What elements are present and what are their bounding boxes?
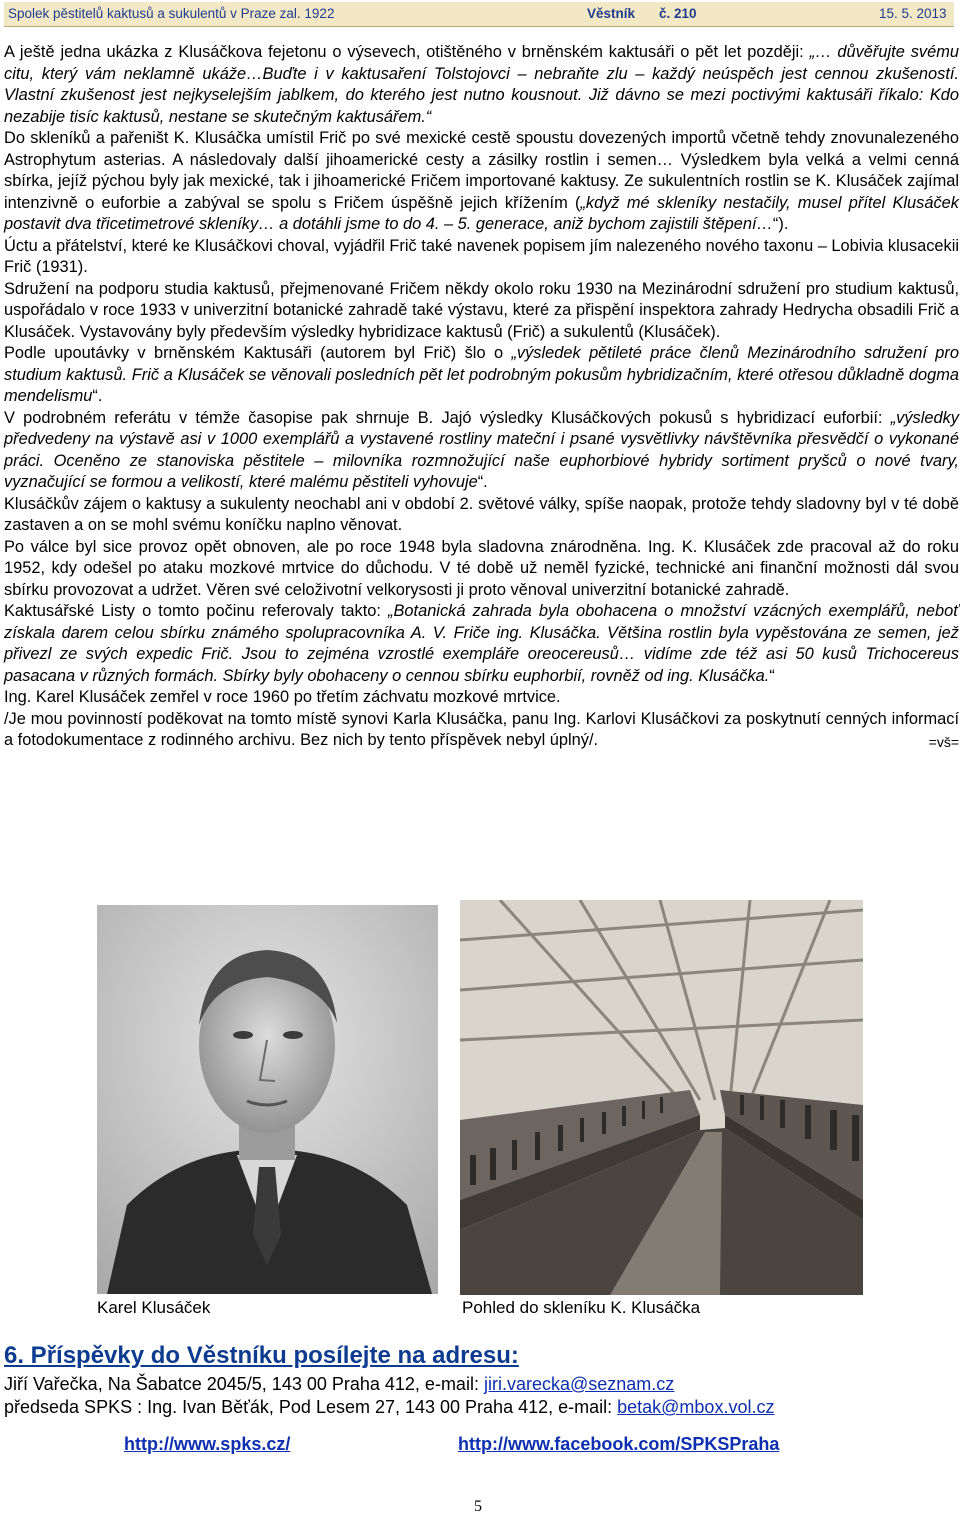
greenhouse-photo [460,900,863,1295]
section-title-contributions: 6. Příspěvky do Věstníku posílejte na adresu: [4,1342,519,1369]
paragraph-podekovani: /Je mou povinností poděkovat na tomto místě synovi Karla Klusáčka, panu Ing. Karlovi Klusáčkovi za poskytnutí cenných informací a fotodokumentace z rodinného archivu. Bez nich by tento příspěvek nebyl úplný/. =vš= [4,709,959,752]
paragraph-listy: Kaktusářské Listy o tomto počinu referovaly takto: „Botanická zahrada byla obohacena o množství vzácných exemplářů, neboť získala darem celou sbírku známého spolupracovníka A. V. Friče ing. Klusáčka. Většina rostlin byla vypěstována ze semen, jež přivezl ze svých expedic Frič. Jsou to zejména vzrostlé exempláře oreocereusů… vidíme zde též asi 50 kusů Trichocereus pasacana v různých formách. Sbírky byly obohaceny o cennou sbírku euphorbií, rovněž od ing. Klusáčka.“ [4,602,959,685]
header-society-name: Spolek pěstitelů kaktusů a sukulentů v Praze zal. 1922 [8,6,335,21]
article-body [4,42,959,754]
email-editor-link[interactable]: jiri.varecka@seznam.cz [483,1374,675,1394]
paragraph-lobivia: Úctu a přátelství, které ke Klusáčkovi choval, vyjádřil Frič také navenek popisem jím nalezeného nového taxonu – Lobivia klusacekii Frič (1931). [4,236,959,276]
page-number: 5 [474,1498,482,1515]
greenhouse-image [460,900,863,1295]
author-signature: =vš= [928,734,959,750]
paragraph-sdruzeni: Sdružení na podporu studia kaktusů, přejmenované Fričem někdy okolo roku 1930 na Mezinárodní sdružení pro studium kaktusů, uspořádalo v roce 1933 v univerzitní botanické zahradě také výstavu, které za přispění inspektora zahrady Hedrycha obsadili Frič a Klusáček. Vystavovány byly především výsledky hybridizace kaktusů (Frič) a sukulentů (Klusáček). [4,279,959,341]
facebook-links [458,1434,779,1455]
email-chairman-link[interactable]: betak@mbox.vol.cz [617,1397,775,1417]
page-header [4,2,954,27]
paragraph-fejeton: A ještě jedna ukázka z Klusáčkova fejetonu o výsevech, otištěného v brněnském kaktusáři o pět let později: „… důvěřujte svému citu, který vám neklamně ukáže…Buďte i v kaktusaření Tolstojovci – nebraňte zlu – každý neúspěch jest cennou zkušeností. Vlastní zkušenost jest nejkyselejším jablkem, do kterého jest nutno kousnout. Již dávno se mezi poctivými kaktusáři říkalo: Kdo nezabije tisíc kaktusů, nestane se skutečným kaktusářem.“ [4,43,959,126]
header-issue-number: č. 210 [659,6,697,21]
website-link[interactable]: http://www.spks.cz/ [124,1434,291,1454]
paragraph-po-valce: Po válce byl sice provoz opět obnoven, ale po roce 1948 byla sladovna znárodněna. Ing. K. Klusáček zde pracoval až do roku 1952, kdy odešel po ataku mozkové mrtvice do důchodu. V té době už neměl fyzické, technické ani finanční možnosti dál svou sbírku provozovat a udržet. Věren své celoživotní velkorysosti ji proto věnoval univerzitní botanické zahradě. [4,537,959,599]
address-chairman: předseda SPKS : Ing. Ivan Běťák, Pod Lesem 27, 143 00 Praha 412, e-mail: betak@mbox.vol.cz [4,1397,775,1417]
portrait-image [97,905,438,1294]
portrait-photo [97,905,438,1294]
portrait-caption: Karel Klusáček [97,1298,211,1317]
paragraph-referat: V podrobném referátu v témže časopise pak shrnuje B. Jajó výsledky Klusáčkových pokusů s hybridizací euforbií: „výsledky předvedeny na výstavě asi v 1000 exemplářů a vystavené rostliny mateční i psané vysvětlivky návštěvníka přesvědčí o vykonané práci. Oceněno ze stanoviska pěstitele – milovníka rozmnožující naše euphorbiové hybridy sortiment pryšců o nové tvary, vyznačující se formou a velikostí, které malému pěstiteli vyhovuje“. [4,408,959,491]
paragraph-valka: Klusáčkův zájem o kaktusy a sukulenty neochabl ani v období 2. světové války, spíše naopak, protože tehdy sladovny byl v té době zastaven a on se mohl svému koníčku naplno věnovat. [4,494,959,534]
greenhouse-caption: Pohled do skleníku K. Klusáčka [462,1298,701,1317]
facebook-link[interactable]: http://www.facebook.com/SPKSPraha [458,1434,780,1454]
paragraph-skleniky: Do skleníků a pařeništ K. Klusáčka umístil Frič po své mexické cestě spoustu dovezených importů včetně tehdy znovunalezeného Astrophytum asterias. A následovaly další jihoamerické cesty a zásilky rostlin i semen… Výsledkem byla velká a velmi cenná sbírka, jejíž pýchou byly jak mexické, tak i jihoamerické Fričem importované kaktusy. Ze sukulentních rostlin se K. Klusáček zajímal intenzivně o euforbie a zabýval se spolu s Fričem úspěšně jejich křížením („když mé skleníky nestačily, musel přítel Klusáček postavit dva třicetimetrové skleníky… a dotáhli jsme to do 4. – 5. generace, aniž bychom zajistili štěpení…“). [4,129,959,233]
header-date: 15. 5. 2013 [879,6,947,21]
paragraph-upoutavka: Podle upoutávky v brněnském Kaktusáři (autorem byl Frič) šlo o „výsledek pětileté práce členů Mezinárodního sdružení pro studium kaktusů. Frič a Klusáček se věnovali posledních pět let podrobným pokusům hybridizačním, které otřesou důkladně dogma mendelismu“. [4,344,959,405]
header-journal-name: Věstník [587,6,636,21]
paragraph-umrti: Ing. Karel Klusáček zemřel v roce 1960 po třetím záchvatu mozkové mrtvice. [4,688,561,706]
fejeton-quote: „… důvěřujte svému citu, který vám neklamně ukáže…Buďte i v kaktusaření Tolstojovci – nebraňte zlu – každý neúspěch jest cennou zkušeností. Vlastní zkušenost jest nejkyselejším jablkem, do kterého jest nutno kousnout. Již dávno se mezi poctivými kaktusáři říkalo: Kdo nezabije tisíc kaktusů, nestane se skutečným kaktusářem.“ [4,43,959,126]
address-editor: Jiří Vařečka, Na Šabatce 2045/5, 143 00 Praha 412, e-mail: jiri.varecka@seznam.cz [4,1374,675,1394]
